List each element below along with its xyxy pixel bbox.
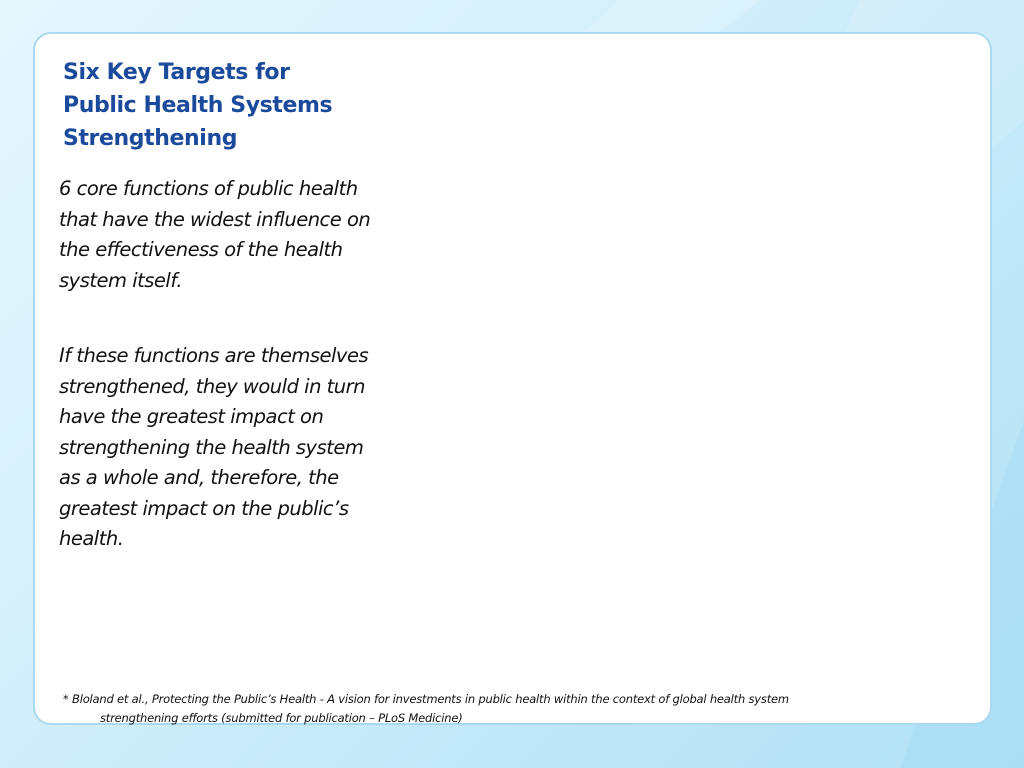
citation-footnote (63, 690, 963, 728)
paragraph-line: health. (59, 527, 124, 550)
paragraph-line: strengthened, they would in turn (59, 374, 366, 398)
paragraph-line: the effectiveness of the health (59, 238, 343, 261)
title-line: Public Health Systems (63, 93, 333, 118)
footnote-line: strengthening efforts (submitted for publication – PLoS Medicine) (100, 711, 463, 725)
paragraph-line: greatest impact on the public’s (59, 496, 349, 520)
paragraph-impact (59, 341, 439, 555)
paragraph-line: system itself. (59, 268, 183, 292)
paragraph-line: have the greatest impact on (59, 405, 324, 428)
paragraph-line: strengthening the health system (59, 435, 364, 459)
title-line: Strengthening (63, 126, 238, 151)
footnote-line: * Bloland et al., Protecting the Public’s Health - A vision for investments in public health within the context of global health system (63, 692, 789, 706)
slide-title (63, 56, 483, 155)
paragraph-line: as a whole and, therefore, the (59, 466, 339, 489)
title-line: Six Key Targets for (63, 60, 290, 85)
paragraph-core-functions (59, 174, 439, 296)
slide-card (33, 32, 992, 725)
paragraph-line: 6 core functions of public health (59, 177, 358, 200)
paragraph-line: If these functions are themselves (59, 344, 369, 367)
paragraph-line: that have the widest influence on (59, 207, 371, 231)
